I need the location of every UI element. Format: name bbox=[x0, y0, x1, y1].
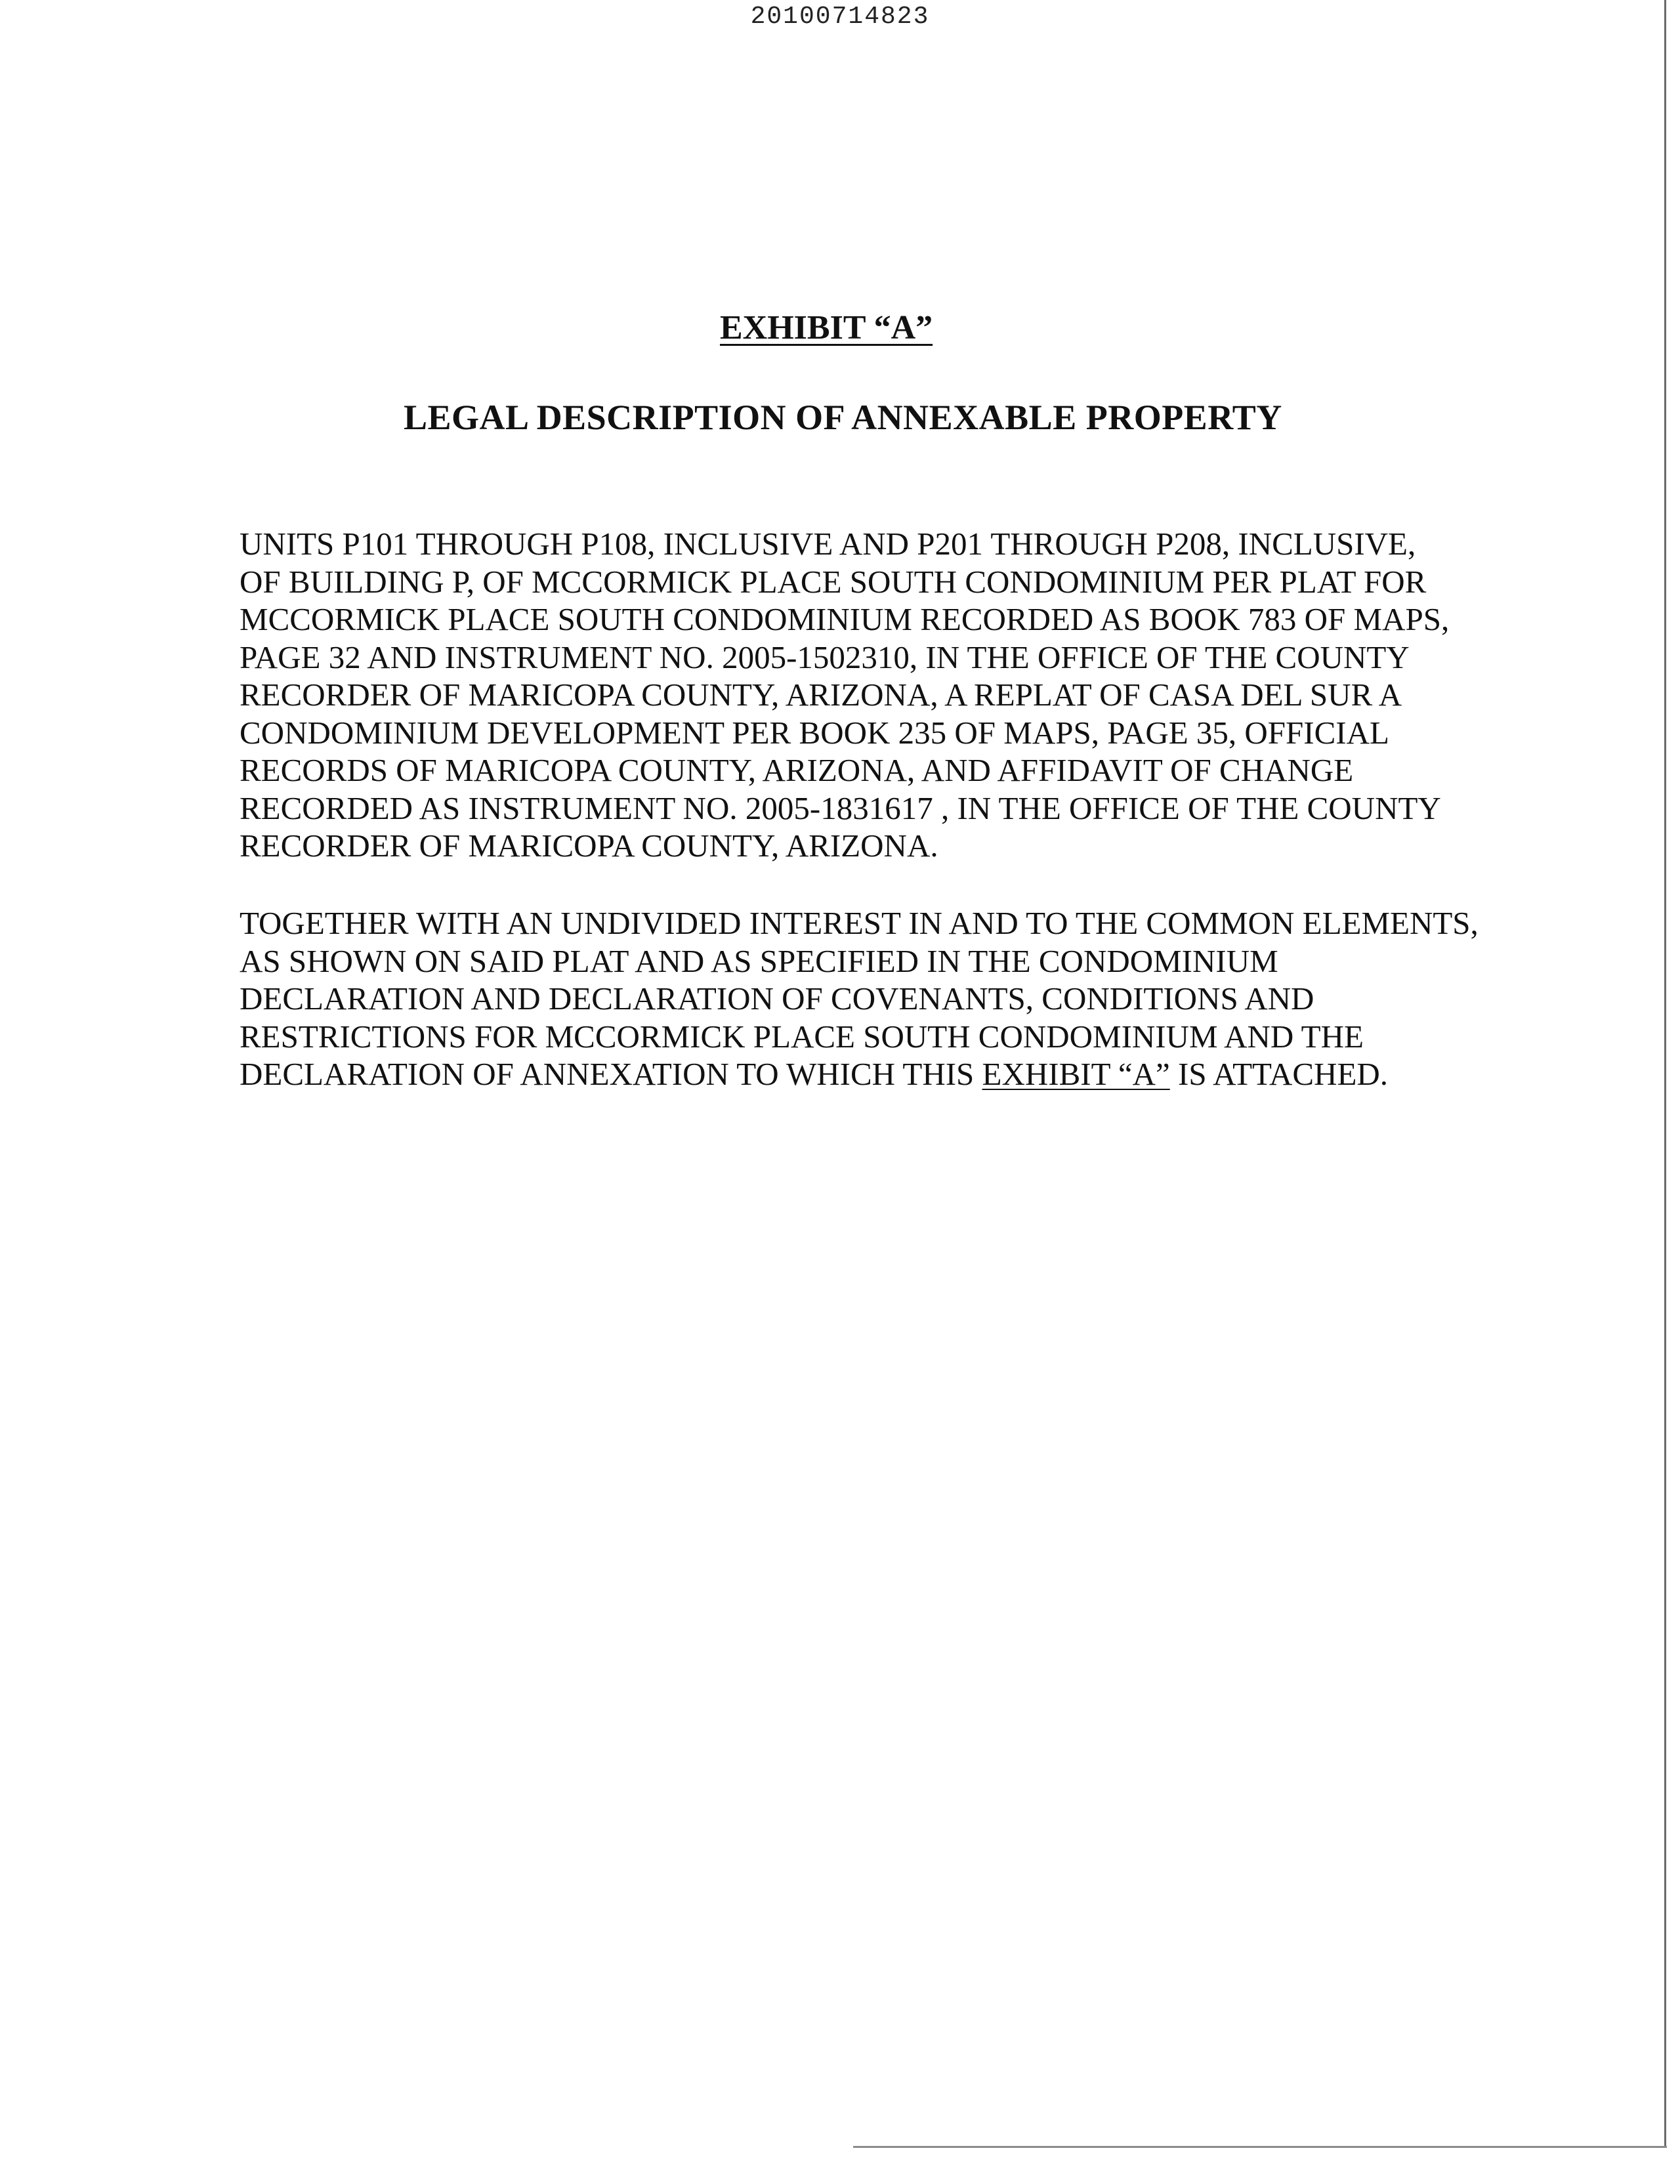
text-line: PAGE 32 AND INSTRUMENT NO. 2005-1502310, IN THE OFFICE OF THE COUNTY bbox=[240, 639, 1410, 675]
legal-description-paragraph bbox=[240, 525, 1486, 865]
text-line: MCCORMICK PLACE SOUTH CONDOMINIUM RECORDED AS BOOK 783 OF MAPS, bbox=[240, 601, 1450, 637]
text-segment: IS ATTACHED. bbox=[1169, 1056, 1389, 1092]
text-line: AS SHOWN ON SAID PLAT AND AS SPECIFIED IN THE CONDOMINIUM bbox=[240, 942, 1278, 979]
common-elements-paragraph bbox=[240, 904, 1486, 1093]
exhibit-reference: EXHIBIT “A” bbox=[982, 1056, 1170, 1092]
text-line: RECORDER OF MARICOPA COUNTY, ARIZONA, A REPLAT OF CASA DEL SUR A bbox=[240, 677, 1402, 713]
scan-edge-right bbox=[1664, 0, 1666, 2146]
text-line: TOGETHER WITH AN UNDIVIDED INTEREST IN AND TO THE COMMON ELEMENTS, bbox=[240, 905, 1479, 941]
text-line: CONDOMINIUM DEVELOPMENT PER BOOK 235 OF MAPS, PAGE 35, OFFICIAL bbox=[240, 714, 1389, 751]
text-line: UNITS P101 THROUGH P108, INCLUSIVE AND P201 THROUGH P208, INCLUSIVE, bbox=[240, 526, 1416, 562]
exhibit-title: EXHIBIT “A” bbox=[720, 309, 933, 346]
recording-number: 20100714823 bbox=[750, 3, 930, 31]
text-segment: DECLARATION OF ANNEXATION TO WHICH THIS bbox=[240, 1056, 982, 1092]
text-line: RECORDS OF MARICOPA COUNTY, ARIZONA, AND AFFIDAVIT OF CHANGE bbox=[240, 752, 1354, 788]
text-line: RECORDED AS INSTRUMENT NO. 2005-1831617 , IN THE OFFICE OF THE COUNTY bbox=[240, 789, 1441, 826]
text-line: DECLARATION AND DECLARATION OF COVENANTS, CONDITIONS AND bbox=[240, 980, 1314, 1017]
text-line: RESTRICTIONS FOR MCCORMICK PLACE SOUTH CONDOMINIUM AND THE bbox=[240, 1018, 1364, 1055]
text-line: RECORDER OF MARICOPA COUNTY, ARIZONA. bbox=[240, 828, 938, 864]
document-heading: LEGAL DESCRIPTION OF ANNEXABLE PROPERTY bbox=[404, 398, 1282, 437]
scan-edge-bottom bbox=[853, 2146, 1667, 2148]
text-line-last bbox=[240, 1055, 1486, 1093]
text-line: OF BUILDING P, OF MCCORMICK PLACE SOUTH CONDOMINIUM PER PLAT FOR bbox=[240, 563, 1427, 600]
